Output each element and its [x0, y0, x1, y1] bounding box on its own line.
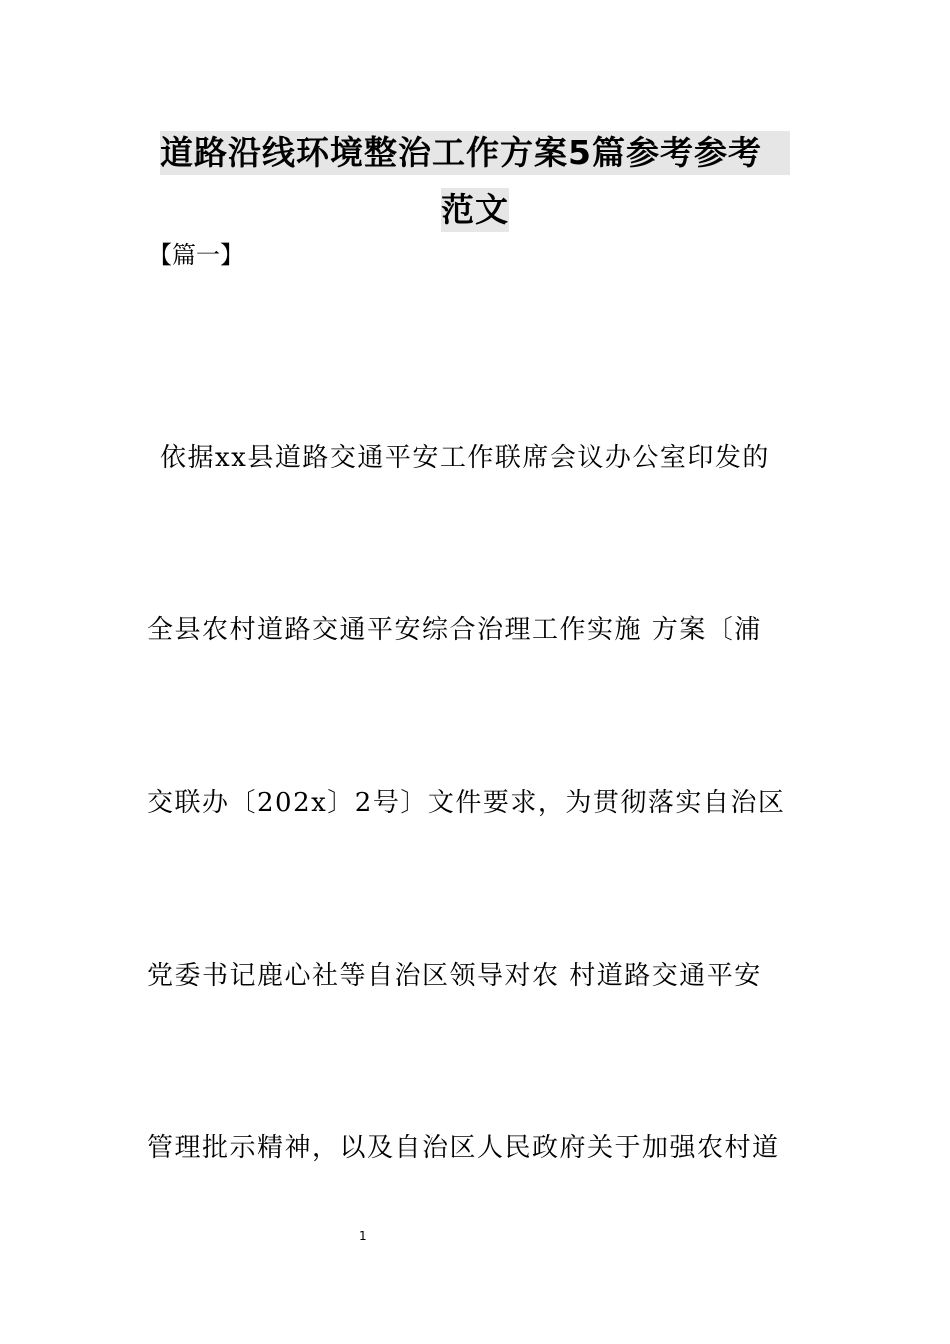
body-text-line: 依据xx县道路交通平安工作联席会议办公室印发的 [160, 443, 770, 473]
body-text-line: 全县农村道路交通平安综合治理工作实施 方案〔浦 [147, 615, 762, 645]
body-text-line: 党委书记鹿心社等自治区领导对农 村道路交通平安 [147, 961, 762, 991]
body-text-line: 交联办〔202x〕2号〕文件要求，为贯彻落实自治区 [147, 788, 786, 818]
page-number: 1 [359, 1229, 367, 1243]
document-title-line-2: 范文 [441, 188, 509, 232]
body-text-line: 管理批示精神，以及自治区人民政府关于加强农村道 [147, 1133, 780, 1163]
section-heading: 【篇一】 [148, 241, 244, 269]
document-title-line-1: 道路沿线环境整治工作方案5篇参考参考 [160, 131, 790, 175]
